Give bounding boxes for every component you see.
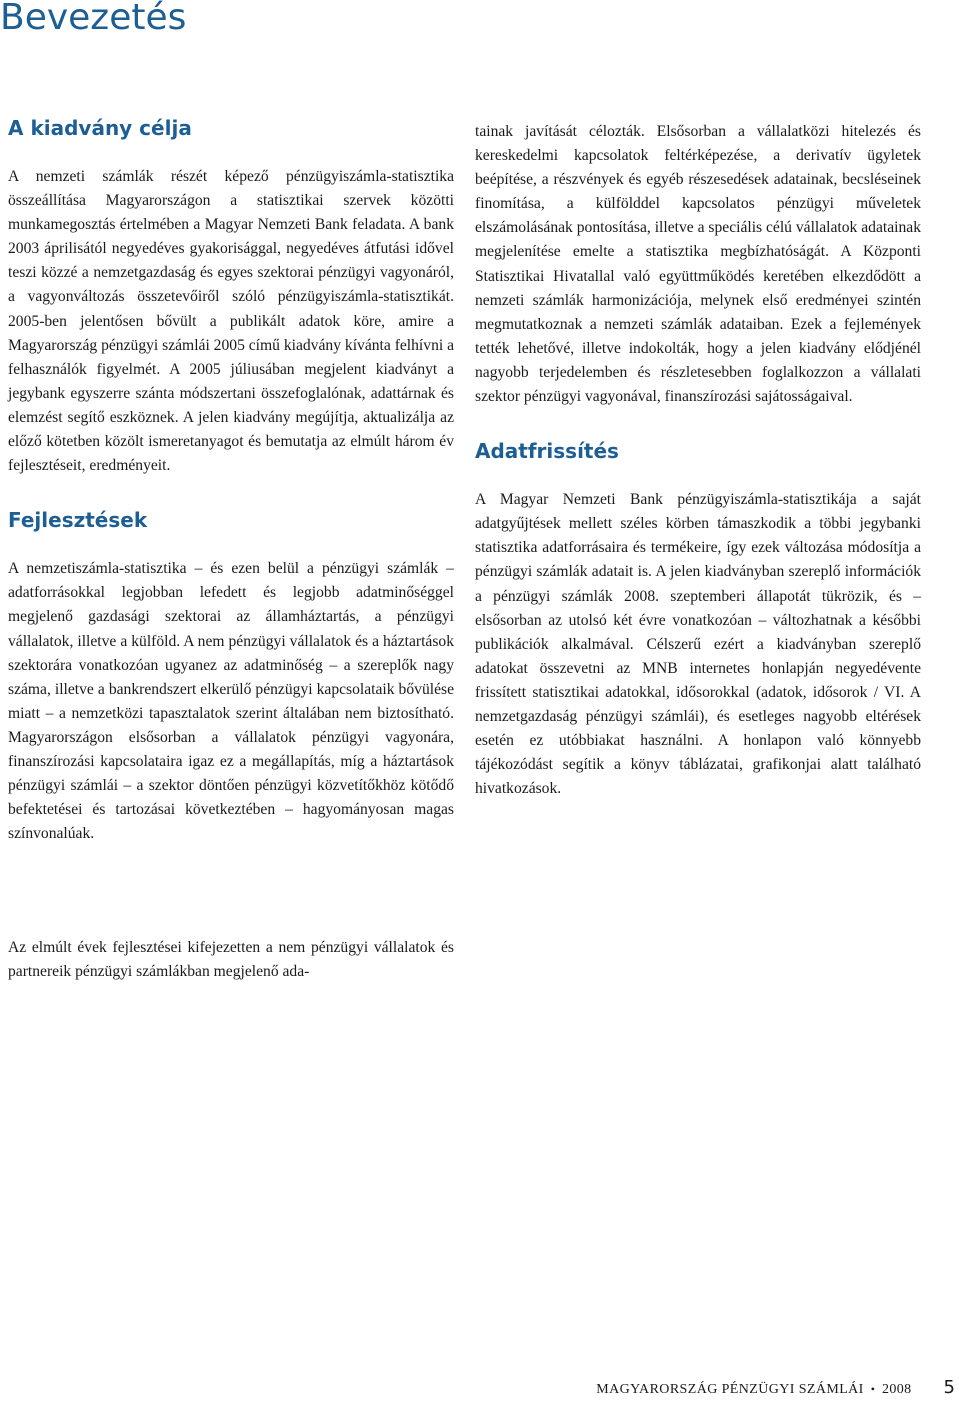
paragraph-kiadvany-celja: A nemzeti számlák részét képező pénzügyiszámla-statisztika összeállítása Magyarországon a statisztikai szervek közötti munkamegosztás értelmében a Magyar Nemzeti Bank feladata. A bank 2003 áprilisától negyedéves gyakorisággal, negyedéves átfutási idővel teszi közzé a nemzetgazdaság és egyes szektorai pénzügyi vagyonáról, a vagyonváltozás összetevőiről szóló pénzügyiszámla-statisztikát. 2005-ben jelentősen bővült a publikált adatok köre, amire a Magyarország pénzügyi számlái 2005 című kiadvány kívánta felhívni a felhasználók figyelmét. A 2005 júliusában megjelent kiadványt a jegybank egyszerre szánta módszertani összefoglalónak, adattárnak és elemzést segítő eszköznek. A jelen kiadvány megújítja, aktualizálja az előző kötetben közölt ismeretanyagot és bemutatja az elmúlt három év fejlesztéseit, eredményeit. — [8, 168, 455, 475]
paragraph-fejlesztesek-continued-end: tainak javítását célozták. Elsősorban a vállalatközi hitelezés és kereskedelmi kapcsolatok feltérképezése, a derivatív ügyletek beépítése, a részvények és egyéb részesedések adatainak, becsléseinek finomítása, a külfölddel kapcsolatos pénzügyi műveletek elszámolásának pontosítása, illetve a speciális célú vállalatok adatainak megjelenítése emelte a statisztika megbízhatóságát. A Központi Statisztikai Hivatallal való együttműködés keretében elkezdődött a nemzeti számlák harmonizációja, melynek első eredményei szintén megmutatkoznak a nemzeti számlák adataiban. Ezek a fejlemények tették lehetővé, illetve indokolták, hogy a jelen kiadvány elődjénél nagyobb terjedelemben és részletesebben foglalkozzon a vállalati szektor pénzügyi vagyonával, finanszírozási sajátosságaival. — [475, 123, 921, 406]
page-number: 5 — [943, 1377, 955, 1398]
paragraph-adatfrissites: A Magyar Nemzeti Bank pénzügyiszámla-statisztikája a saját adatgyűjtések mellett széles körben támaszkodik a többi jegybanki statisztika adatforrásaira és termékeire, így ezek változása módosítja a pénzügyi számlák adatait is. A jelen kiadványban szereplő információk a pénzügyi számlák 2008. szeptemberi állapotát tükrözik, és – elsősorban az utolsó két évre vonatkozóan – változhatnak a későbbi publikációk alkalmával. Célszerű ezért a kiadványban szereplő adatokat összevetni az MNB internetes honlapján negyedévente frissített statisztikai adatokkal, idősorokkal (adatok, idősorok / VI. A nemzetgazdaság pénzügyi számlái), és esetleges nagyobb eltérések esetén ez utóbbiakat használni. A honlapon való könnyebb tájékozódást segítik a könyv táblázatai, grafikonjai alatt található hivatkozások. — [475, 491, 921, 798]
left-column — [8, 114, 454, 846]
right-column — [475, 120, 921, 801]
section-heading-kiadvany-celja: A kiadvány célja — [8, 116, 192, 140]
page-title: Bevezetés — [0, 0, 187, 38]
footer-bullet-separator: • — [870, 1382, 875, 1396]
paragraph-fejlesztesek-continued-start: Az elmúlt évek fejlesztései kifejezetten a nem pénzügyi vállalatok és partnereik pénzügyi számlákban megjelenő ada- — [8, 939, 454, 981]
footer-publication-title: MAGYARORSZÁG PÉNZÜGYI SZÁMLÁI — [596, 1382, 864, 1397]
section-heading-adatfrissites: Adatfrissítés — [475, 439, 619, 464]
paragraph-fejlesztesek: A nemzetiszámla-statisztika – és ezen belül a pénzügyi számlák – adatforrásokkal legjobban lefedett és legjobb adatminőséggel megjelenő gazdasági szektorai az államháztartás, a pénzügyi vállalatok, illetve a külföld. A nem pénzügyi vállalatok és a háztartások szektorára vonatkozóan ugyanez az adatminőség – a szereplők nagy száma, illetve a bankrendszert elkerülő pénzügyi kapcsolataik bővülése miatt – a nemzetközi tapasztalatok szerint általában nem biztosítható. Magyarországon elsősorban a vállalatok pénzügyi vagyonára, finanszírozási kapcsolataira igaz ez a megállapítás, míg a háztartások pénzügyi számlái – a szektor döntően pénzügyi közvetítőkhöz kötődő befektetései és tartozásai következtében – hagyományosan magas színvonalúak. — [8, 560, 454, 843]
footer-year: 2008 — [881, 1382, 912, 1397]
page-footer — [596, 1377, 955, 1398]
section-heading-fejlesztesek: Fejlesztések — [8, 508, 148, 533]
left-column-continuation — [8, 936, 454, 984]
